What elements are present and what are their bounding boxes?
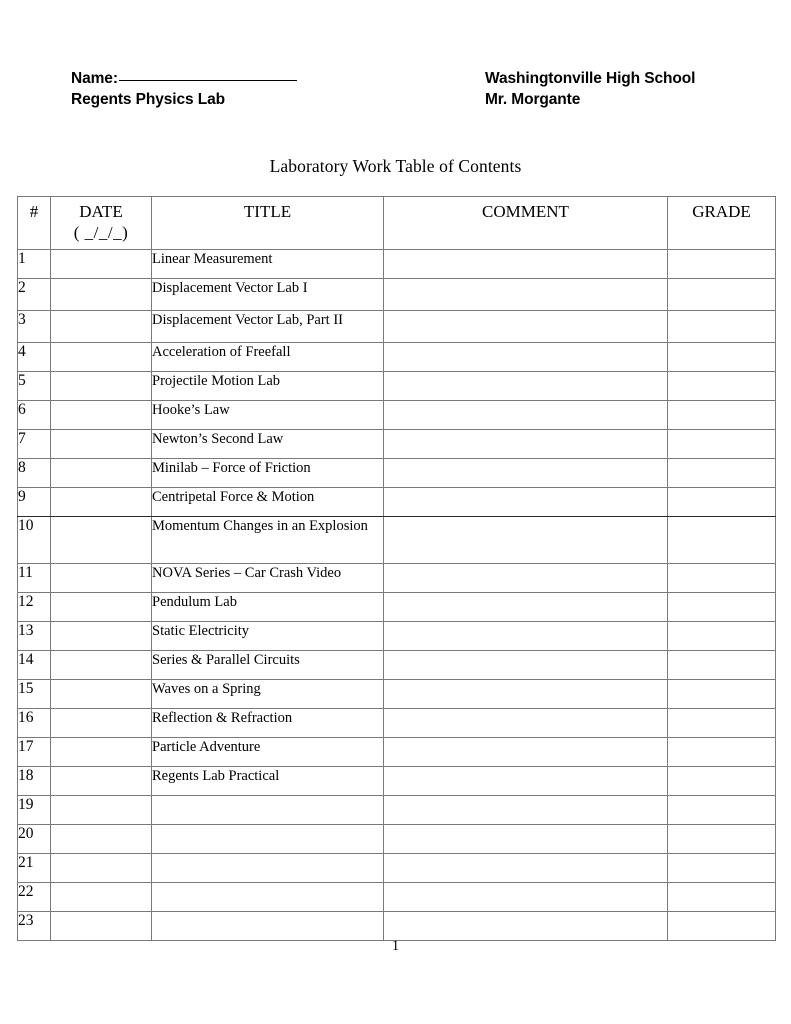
row-date-cell[interactable] — [51, 401, 152, 430]
row-number-cell: 14 — [18, 651, 51, 680]
column-header-number: # — [18, 197, 51, 250]
row-grade-cell[interactable] — [668, 593, 776, 622]
row-comment-cell[interactable] — [384, 680, 668, 709]
row-number-cell: 10 — [18, 517, 51, 564]
row-comment-cell[interactable] — [384, 854, 668, 883]
row-date-cell[interactable] — [51, 593, 152, 622]
row-title-cell: Projectile Motion Lab — [152, 372, 384, 401]
row-number-cell: 5 — [18, 372, 51, 401]
row-date-cell[interactable] — [51, 825, 152, 854]
table-row — [18, 401, 776, 430]
row-grade-cell[interactable] — [668, 622, 776, 651]
row-title-cell: Newton’s Second Law — [152, 430, 384, 459]
row-number-cell: 22 — [18, 883, 51, 912]
row-title-cell: Momentum Changes in an Explosion — [152, 517, 384, 564]
row-grade-cell[interactable] — [668, 517, 776, 564]
row-title-cell — [152, 825, 384, 854]
row-number-cell: 21 — [18, 854, 51, 883]
table-row — [18, 488, 776, 517]
row-title-cell: Linear Measurement — [152, 250, 384, 279]
row-number-cell: 12 — [18, 593, 51, 622]
table-row — [18, 651, 776, 680]
row-comment-cell[interactable] — [384, 430, 668, 459]
row-grade-cell[interactable] — [668, 430, 776, 459]
row-comment-cell[interactable] — [384, 883, 668, 912]
row-grade-cell[interactable] — [668, 912, 776, 941]
row-date-cell[interactable] — [51, 767, 152, 796]
row-title-cell: Acceleration of Freefall — [152, 343, 384, 372]
teacher-name: Mr. Morgante — [485, 91, 581, 108]
row-date-cell[interactable] — [51, 517, 152, 564]
school-name: Washingtonville High School — [485, 70, 696, 87]
page-number: 1 — [391, 938, 400, 954]
row-number-cell: 4 — [18, 343, 51, 372]
row-grade-cell[interactable] — [668, 767, 776, 796]
table-row — [18, 825, 776, 854]
row-date-cell[interactable] — [51, 912, 152, 941]
row-date-cell[interactable] — [51, 372, 152, 401]
row-title-cell: Reflection & Refraction — [152, 709, 384, 738]
row-grade-cell[interactable] — [668, 738, 776, 767]
row-date-cell[interactable] — [51, 796, 152, 825]
name-blank-rule[interactable] — [119, 80, 297, 81]
toc-table-container — [17, 196, 775, 941]
row-title-cell: Pendulum Lab — [152, 593, 384, 622]
page-title: Laboratory Work Table of Contents — [269, 156, 522, 176]
table-row — [18, 854, 776, 883]
name-label: Name: — [71, 70, 118, 87]
row-comment-cell[interactable] — [384, 488, 668, 517]
row-title-cell: Displacement Vector Lab, Part II — [152, 311, 384, 343]
row-date-cell[interactable] — [51, 680, 152, 709]
name-field-line — [71, 68, 471, 89]
row-comment-cell[interactable] — [384, 651, 668, 680]
row-number-cell: 18 — [18, 767, 51, 796]
row-date-cell[interactable] — [51, 430, 152, 459]
row-grade-cell[interactable] — [668, 651, 776, 680]
table-row — [18, 912, 776, 941]
row-grade-cell[interactable] — [668, 311, 776, 343]
row-date-cell[interactable] — [51, 343, 152, 372]
row-title-cell — [152, 854, 384, 883]
table-row — [18, 767, 776, 796]
row-title-cell: Displacement Vector Lab I — [152, 279, 384, 311]
row-title-cell: Hooke’s Law — [152, 401, 384, 430]
table-row — [18, 343, 776, 372]
row-comment-cell[interactable] — [384, 372, 668, 401]
row-date-cell[interactable] — [51, 854, 152, 883]
row-grade-cell[interactable] — [668, 279, 776, 311]
header-left-block — [71, 68, 471, 110]
row-number-cell: 19 — [18, 796, 51, 825]
row-date-cell[interactable] — [51, 651, 152, 680]
row-date-cell[interactable] — [51, 488, 152, 517]
row-number-cell: 9 — [18, 488, 51, 517]
row-title-cell: Centripetal Force & Motion — [152, 488, 384, 517]
column-header-title: TITLE — [152, 197, 384, 250]
row-grade-cell[interactable] — [668, 564, 776, 593]
table-row — [18, 279, 776, 311]
row-number-cell: 15 — [18, 680, 51, 709]
row-grade-cell[interactable] — [668, 459, 776, 488]
column-header-date-format: ( _/_/_) — [73, 223, 129, 242]
column-header-date-label: DATE — [79, 202, 123, 221]
row-number-cell: 13 — [18, 622, 51, 651]
table-row — [18, 883, 776, 912]
toc-table-body — [18, 250, 776, 941]
row-comment-cell[interactable] — [384, 912, 668, 941]
row-title-cell — [152, 796, 384, 825]
row-date-cell[interactable] — [51, 709, 152, 738]
row-comment-cell[interactable] — [384, 593, 668, 622]
row-comment-cell[interactable] — [384, 564, 668, 593]
row-comment-cell[interactable] — [384, 796, 668, 825]
row-number-cell: 7 — [18, 430, 51, 459]
table-row — [18, 517, 776, 564]
row-date-cell[interactable] — [51, 459, 152, 488]
row-grade-cell[interactable] — [668, 488, 776, 517]
row-title-cell: Regents Lab Practical — [152, 767, 384, 796]
table-row — [18, 796, 776, 825]
row-comment-cell[interactable] — [384, 401, 668, 430]
table-row — [18, 430, 776, 459]
row-comment-cell[interactable] — [384, 622, 668, 651]
row-grade-cell[interactable] — [668, 883, 776, 912]
row-title-cell: NOVA Series – Car Crash Video — [152, 564, 384, 593]
header-right-block — [485, 68, 785, 110]
row-date-cell[interactable] — [51, 279, 152, 311]
row-grade-cell[interactable] — [668, 825, 776, 854]
table-header-row — [18, 197, 776, 250]
row-title-cell: Particle Adventure — [152, 738, 384, 767]
row-title-cell — [152, 912, 384, 941]
row-comment-cell[interactable] — [384, 250, 668, 279]
row-number-cell: 17 — [18, 738, 51, 767]
row-comment-cell[interactable] — [384, 517, 668, 564]
row-number-cell: 20 — [18, 825, 51, 854]
row-date-cell[interactable] — [51, 622, 152, 651]
table-row — [18, 372, 776, 401]
row-grade-cell[interactable] — [668, 401, 776, 430]
row-date-cell[interactable] — [51, 883, 152, 912]
toc-table — [17, 196, 776, 941]
table-row — [18, 738, 776, 767]
document-header — [0, 68, 791, 124]
row-number-cell: 3 — [18, 311, 51, 343]
row-date-cell[interactable] — [51, 564, 152, 593]
row-comment-cell[interactable] — [384, 279, 668, 311]
table-row — [18, 593, 776, 622]
row-comment-cell[interactable] — [384, 311, 668, 343]
row-comment-cell[interactable] — [384, 738, 668, 767]
column-header-grade: GRADE — [668, 197, 776, 250]
row-comment-cell[interactable] — [384, 343, 668, 372]
row-number-cell: 6 — [18, 401, 51, 430]
row-title-cell: Static Electricity — [152, 622, 384, 651]
row-date-cell[interactable] — [51, 250, 152, 279]
row-comment-cell[interactable] — [384, 767, 668, 796]
row-number-cell: 11 — [18, 564, 51, 593]
row-number-cell: 8 — [18, 459, 51, 488]
row-grade-cell[interactable] — [668, 372, 776, 401]
course-label: Regents Physics Lab — [71, 91, 226, 108]
row-comment-cell[interactable] — [384, 825, 668, 854]
row-grade-cell[interactable] — [668, 709, 776, 738]
table-row — [18, 564, 776, 593]
row-title-cell: Waves on a Spring — [152, 680, 384, 709]
table-row — [18, 459, 776, 488]
row-grade-cell[interactable] — [668, 854, 776, 883]
row-date-cell[interactable] — [51, 738, 152, 767]
table-row — [18, 680, 776, 709]
column-header-date — [51, 197, 152, 250]
row-number-cell: 1 — [18, 250, 51, 279]
row-grade-cell[interactable] — [668, 680, 776, 709]
row-number-cell: 2 — [18, 279, 51, 311]
row-grade-cell[interactable] — [668, 796, 776, 825]
row-grade-cell[interactable] — [668, 343, 776, 372]
table-row — [18, 311, 776, 343]
row-number-cell: 16 — [18, 709, 51, 738]
row-comment-cell[interactable] — [384, 709, 668, 738]
row-title-cell — [152, 883, 384, 912]
table-row — [18, 622, 776, 651]
row-grade-cell[interactable] — [668, 250, 776, 279]
row-title-cell: Minilab – Force of Friction — [152, 459, 384, 488]
table-row — [18, 250, 776, 279]
row-comment-cell[interactable] — [384, 459, 668, 488]
column-header-comment: COMMENT — [384, 197, 668, 250]
row-number-cell: 23 — [18, 912, 51, 941]
row-title-cell: Series & Parallel Circuits — [152, 651, 384, 680]
row-date-cell[interactable] — [51, 311, 152, 343]
table-row — [18, 709, 776, 738]
